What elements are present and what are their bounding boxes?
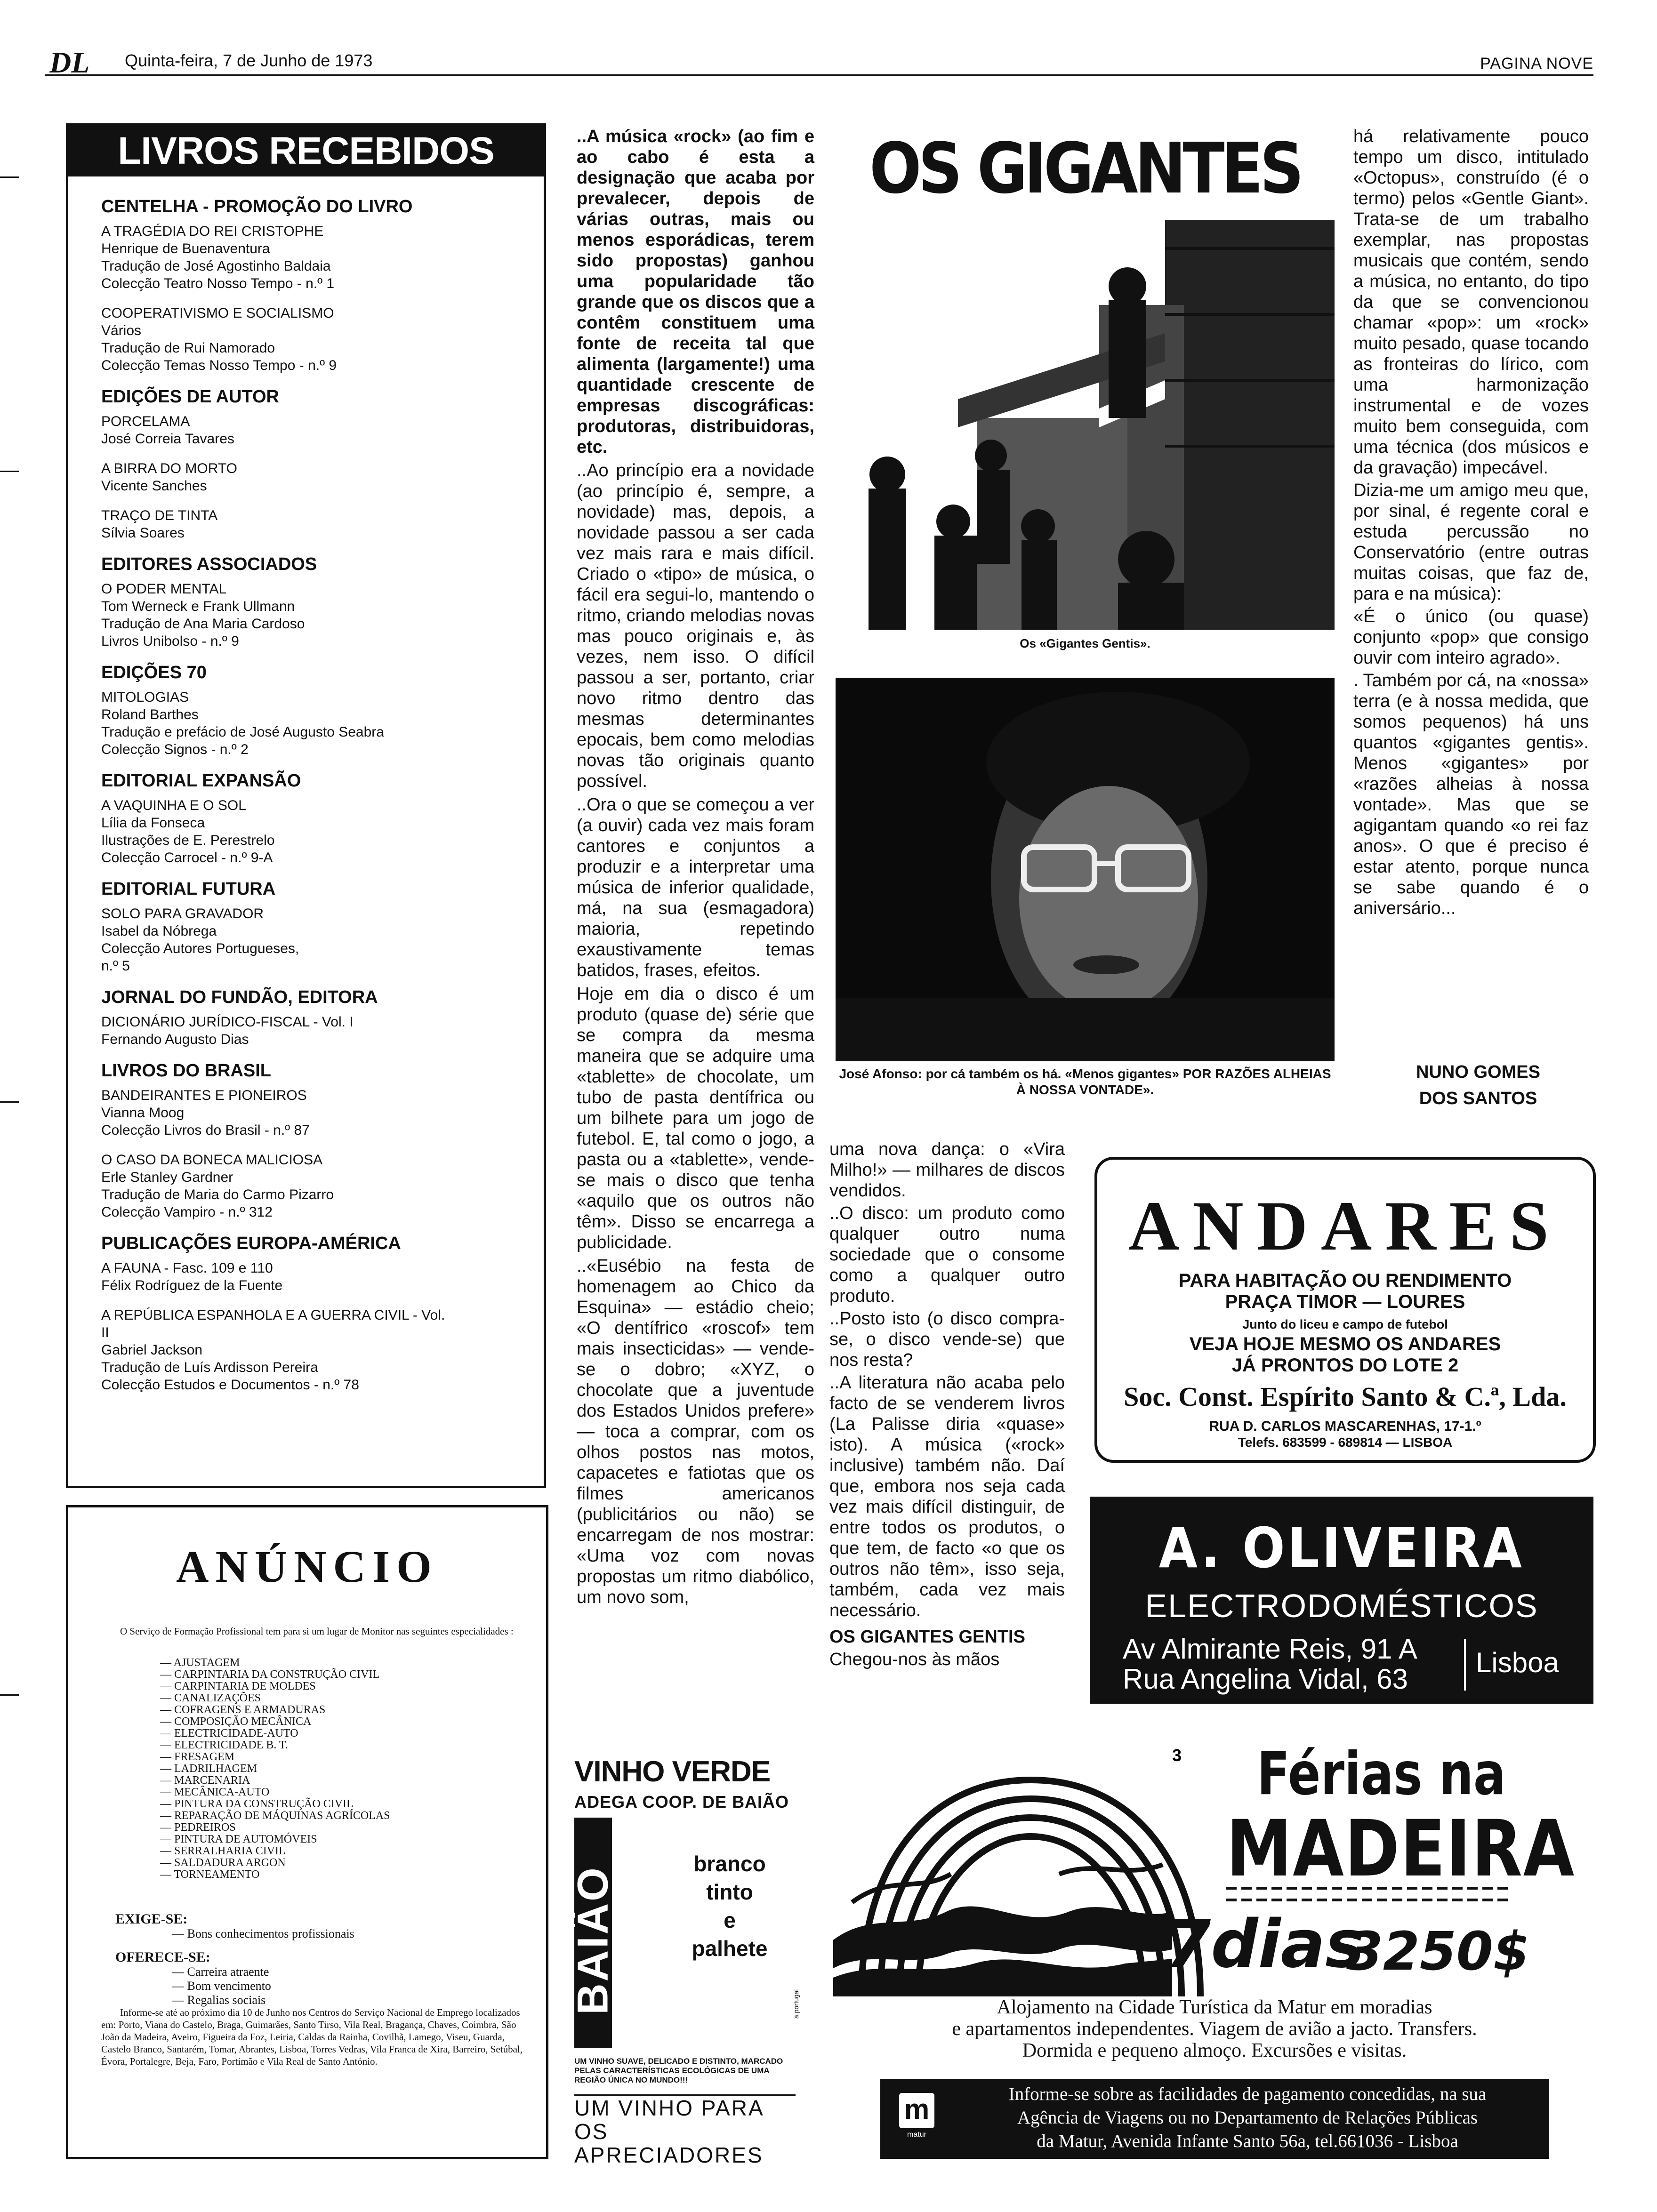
matur-logo: m xyxy=(899,2093,934,2128)
article-paragraph: ..O disco: um produto como qualquer outro numa sociedade que o consome como a qualquer outro produto. xyxy=(829,1203,1065,1306)
book-line: Ilustrações de E. Perestrelo xyxy=(101,833,275,848)
book-entry xyxy=(101,1013,534,1048)
book-entry xyxy=(101,797,534,866)
article-paragraph: ..Ao princípio era a novidade (ao princípio é, sempre, a novidade) mas, depois, a novidade passou a ser cada vez mais rara e mais difícil. Criado o «tipo» de música, o fácil era segui-lo, mantendo o ritmo, criando melodias novas mas pouco originais e, às vezes, nem isso. O difícil passou a ser, portanto, criar novo ritmo dentro das mesmas determinantes epocais, bem como melodias novas tão originais quanto possível. xyxy=(577,461,814,791)
photo-caption-afonso: José Afonso: por cá também os há. «Menos gigantes» POR RAZÕES ALHEIAS À NOSSA VONTADE». xyxy=(839,1066,1331,1097)
book-line: Colecção Temas Nosso Tempo - n.º 9 xyxy=(101,358,337,373)
book-line: Colecção Estudos e Documentos - n.º 78 xyxy=(101,1377,359,1393)
article-paragraph: há relativamente pouco tempo um disco, intitulado «Octopus», construído (é o termo) pelos «Gentle Giant». Trata-se de um trabalho exemplar, nas propostas musicais que contém, sendo a música, no entanto, do tipo da que se convencionou chamar «pop»: um «rock» muito pesado, quase tocando as fronteiras do lírico, com uma harmonização instrumental e de vozes muito bem conseguida, com uma técnica (dos músicos e da gravação) impecável. xyxy=(1353,127,1589,478)
book-line: Félix Rodríguez de la Fuente xyxy=(101,1278,283,1293)
oliveira-type: ELECTRODOMÉSTICOS xyxy=(1145,1587,1538,1624)
article-paragraph: uma nova dança: o «Vira Milho!» — milhares de discos vendidos. xyxy=(829,1139,1065,1201)
book-entry xyxy=(101,1087,534,1139)
book-line: O PODER MENTAL xyxy=(101,581,227,597)
issue-date: Quinta-feira, 7 de Junho de 1973 xyxy=(125,51,373,70)
publisher-heading: JORNAL DO FUNDÃO, EDITORA xyxy=(101,987,378,1007)
vinho-types xyxy=(683,1850,777,1963)
andares-ad xyxy=(1094,1157,1596,1463)
article-title: OS GIGANTES xyxy=(869,128,1301,209)
publisher-heading: EDIÇÕES DE AUTOR xyxy=(101,387,279,407)
trade-item: — COFRAGENS E ARMADURAS xyxy=(160,1704,326,1716)
ferias-info-3: da Matur, Avenida Infante Santo 56a, tel.661036 - Lisboa xyxy=(1037,2131,1458,2151)
book-entry xyxy=(101,1151,534,1221)
article-paragraph: Chegou-nos às mãos xyxy=(829,1650,1000,1669)
book-line: A REPÚBLICA ESPANHOLA E A GUERRA CIVIL - Vol. xyxy=(101,1307,445,1323)
jose-afonso-photo xyxy=(836,678,1335,1061)
trade-item: — AJUSTAGEM xyxy=(160,1657,240,1669)
andares-line-3: Junto do liceu e campo de futebol xyxy=(1242,1317,1448,1331)
oferece-item: — Bom vencimento xyxy=(172,1979,271,1993)
article-paragraph: ..A música «rock» (ao fim e ao cabo é esta a designação que acaba por prevalecer, depois de várias outras, mais ou menos esporádicas, terem sido propostas) ganhou uma popularidade tão grande que os discos que a contêm constituem uma fonte de receita tal que alimenta (largamente!) uma quantidade crescente de empresas discográficas: produtoras, distribuidoras, etc. xyxy=(577,127,814,457)
book-line: A TRAGÉDIA DO REI CRISTOPHE xyxy=(101,224,324,239)
trade-item: — SERRALHARIA CIVIL xyxy=(160,1845,286,1857)
book-line: Colecção Livros do Brasil - n.º 87 xyxy=(101,1122,310,1138)
trade-item: — ELECTRICIDADE-AUTO xyxy=(160,1727,298,1739)
exige-list xyxy=(115,1927,354,1941)
book-line: Colecção Carrocel - n.º 9-A xyxy=(101,850,273,866)
ferias-title-1: Férias na xyxy=(1257,1740,1506,1808)
page-number: PAGINA NOVE xyxy=(1480,55,1593,72)
anuncio-requirements xyxy=(115,1912,354,2007)
vinho-description: UM VINHO SUAVE, DELICADO E DISTINTO, MARCADO PELAS CARACTERÍSTICAS ECOLÓGICAS DE UMA REGIÃO ÚNICA NO MUNDO!!! xyxy=(574,2057,783,2084)
publisher-heading: PUBLICAÇÕES EUROPA-AMÉRICA xyxy=(101,1234,401,1253)
article-paragraph: ..A literatura não acaba pelo facto de se venderem livros (La Palisse diria «quase» isto). A música («rock» inclusive) também não. Daí que, embora nos seja cada vez mais difícil distinguir, de entre todos os produtos, o que tem, de facto «o que os outros não têm», isso seja, também, cada vez mais necessário. xyxy=(829,1373,1065,1620)
book-line: A BIRRA DO MORTO xyxy=(101,461,237,476)
anuncio-note: Informe-se até ao próximo dia 10 de Junho nos Centros do Serviço Nacional de Emprego localizados em: Porto, Viana do Castelo, Braga, Guimarães, Santo Tirso, Vila Real, Bragança, Chaves, Coimbra, São João da Madeira, Aveiro, Figueira da Foz, Leiria, Caldas da Rainha, Covilhã, Lamego, Viseu, Guarda, Castelo Branco, Santarém, Tomar, Abrantes, Lisboa, Torres Vedras, Vila Franca de Xira, Barreiro, Setúbal, Évora, Portalegre, Beja, Faro, Portimão e Vila Real de Santo António. xyxy=(101,2007,523,2067)
vinho-title: VINHO VERDE xyxy=(574,1755,771,1788)
ferias-info-2: Agência de Viagens ou no Departamento de Relações Públicas xyxy=(1017,2108,1478,2128)
oliveira-ad xyxy=(1090,1497,1593,1704)
book-line: COOPERATIVISMO E SOCIALISMO xyxy=(101,305,334,321)
exige-label: EXIGE-SE: xyxy=(115,1911,188,1927)
vinho-adega: ADEGA COOP. DE BAIÃO xyxy=(574,1792,789,1811)
book-line: II xyxy=(101,1325,109,1340)
trade-item: — PEDREIROS xyxy=(160,1821,236,1834)
livros-list xyxy=(101,196,534,1406)
andares-title: ANDARES xyxy=(1128,1187,1562,1265)
oferece-item: — Carreira atraente xyxy=(172,1965,269,1979)
book-line: Vianna Moog xyxy=(101,1105,185,1121)
ferias-info-box xyxy=(880,2079,1549,2159)
book-line: Vicente Sanches xyxy=(101,478,207,494)
oliveira-divider xyxy=(1464,1639,1466,1691)
trade-item: — LADRILHAGEM xyxy=(160,1763,257,1775)
andares-line-2: PRAÇA TIMOR — LOURES xyxy=(1225,1291,1465,1312)
book-line: n.º 5 xyxy=(101,958,130,974)
book-line: Fernando Augusto Dias xyxy=(101,1032,249,1047)
oliveira-address xyxy=(1123,1634,1417,1694)
article-byline xyxy=(1393,1059,1563,1112)
ferias-madeira-ad xyxy=(833,1733,1596,2159)
ferias-description-3: Dormida e pequeno almoço. Excursões e visitas. xyxy=(1022,2040,1407,2061)
byline-line-1: NUNO GOMES xyxy=(1416,1062,1540,1082)
andares-address: RUA D. CARLOS MASCARENHAS, 17-1.º xyxy=(1209,1419,1481,1434)
trade-item: — PINTURA DA CONSTRUÇÃO CIVIL xyxy=(160,1798,354,1810)
anuncio-box xyxy=(66,1505,548,2159)
trade-item: — MECÂNICA-AUTO xyxy=(160,1786,270,1798)
vinho-credit: a.portugal xyxy=(792,1989,800,2019)
trade-item: — CANALIZAÇÕES xyxy=(160,1692,261,1704)
vinho-brand: BAIÃO xyxy=(569,1866,617,2015)
vinho-type: palhete xyxy=(692,1936,768,1961)
book-line: Roland Barthes xyxy=(101,707,199,722)
book-line: Isabel da Nóbrega xyxy=(101,923,217,939)
ferias-title-2: MADEIRA xyxy=(1226,1803,1575,1894)
article-paragraph: . Também por cá, na «nossa» terra (e à nossa medida, que somos pequenos) há uns quantos «gigantes gentis». Menos «gigantes» por «razões alheias à nossa vontade». Mas que se agigantam quando «o rei faz anos». O que é preciso é estar atento, porque nunca se sabe quando é o aniversário... xyxy=(1353,671,1589,918)
andares-company: Soc. Const. Espírito Santo & C.ª, Lda. xyxy=(1124,1381,1567,1412)
book-line: A VAQUINHA E O SOL xyxy=(101,798,246,813)
article-paragraph: Hoje em dia o disco é um produto (quase de) série que se compra da mesma maneira que se adquire uma «tablette» de chocolate, um tubo de pasta dentífrica ou um bilhete para um jogo de futebol. E, tal como o jogo, a pasta ou a «tablette», vende-se mais o disco que tenha «aquilo que os outros não têm». Disso se encarrega a publicidade. xyxy=(577,984,814,1252)
book-line: Livros Unibolso - n.º 9 xyxy=(101,633,239,649)
book-line: Tradução de Luís Ardisson Pereira xyxy=(101,1360,318,1375)
oliveira-name: A. OLIVEIRA xyxy=(1158,1515,1525,1580)
trade-item: — CARPINTARIA DE MOLDES xyxy=(160,1680,316,1692)
article-paragraph: ..Ora o que se começou a ver (a ouvir) cada vez mais foram cantores e conjuntos a produzir e a interpretar uma música de inferior qualidade, má, na sua (esmagadora) maioria, repetindo exaustivamente temas batidos, frases, efeitos. xyxy=(577,795,814,980)
article-paragraph: ..«Eusébio na festa de homenagem ao Chico da Esquina» — estádio cheio; «O dentífrico «roscof» tem mais insecticidas» — vende-se o dobro; «XYZ, o chocolate que a juventude dos Estados Unidos prefere» — toca a comprar, com os olhos postos nas motos, capacetes e fatiotas que os filmes americanos (publicitários ou não) se encarregam de nos mostrar: «Uma voz com novas propostas um ritmo diabólico, um novo som, xyxy=(577,1256,814,1607)
book-entry xyxy=(101,1259,534,1294)
trade-item: — REPARAÇÃO DE MÁQUINAS AGRÍCOLAS xyxy=(160,1810,390,1822)
anuncio-title: ANÚNCIO xyxy=(176,1541,438,1592)
oliveira-address-1: Av Almirante Reis, 91 A xyxy=(1123,1633,1417,1665)
ferias-marker: 3 xyxy=(1172,1746,1182,1765)
margin-mark xyxy=(0,176,19,178)
book-entry xyxy=(101,223,534,292)
book-line: Gabriel Jackson xyxy=(101,1342,203,1358)
book-line: Tradução de Rui Namorado xyxy=(101,340,275,356)
oferece-item: — Regalias sociais xyxy=(172,1993,266,2007)
book-line: Tradução de Maria do Carmo Pizarro xyxy=(101,1187,334,1202)
publisher-heading: EDIÇÕES 70 xyxy=(101,663,207,682)
book-line: O CASO DA BONECA MALICIOSA xyxy=(101,1152,323,1168)
ferias-price: 3250$ xyxy=(1346,1921,1530,1982)
book-line: Sílvia Soares xyxy=(101,525,185,541)
page-header xyxy=(45,46,1593,79)
andares-line-5: JÁ PRONTOS DO LOTE 2 xyxy=(1231,1355,1459,1376)
book-line: Tradução e prefácio de José Augusto Seabra xyxy=(101,724,384,740)
margin-mark xyxy=(0,1694,19,1696)
article-column-2 xyxy=(829,1139,1065,1672)
byline-line-2: DOS SANTOS xyxy=(1419,1089,1537,1108)
article-column-3 xyxy=(1353,126,1589,921)
trade-item: — FRESAGEM xyxy=(160,1751,235,1763)
book-entry xyxy=(101,507,534,542)
book-entry xyxy=(101,460,534,495)
book-line: BANDEIRANTES E PIONEIROS xyxy=(101,1088,307,1103)
publisher-heading: LIVROS DO BRASIL xyxy=(101,1061,272,1081)
ferias-description xyxy=(833,1996,1596,2061)
oliveira-city: Lisboa xyxy=(1476,1647,1559,1678)
livros-recebidos-box xyxy=(66,123,546,1488)
andares-phones: Telefs. 683599 - 689814 — LISBOA xyxy=(1238,1435,1453,1450)
book-line: Tradução de José Agostinho Baldaia xyxy=(101,258,331,274)
matur-logo-caption: matur xyxy=(907,2131,926,2139)
publisher-heading: EDITORIAL FUTURA xyxy=(101,879,276,899)
book-line: Erle Stanley Gardner xyxy=(101,1170,233,1185)
oferece-label: OFERECE-SE: xyxy=(115,1949,210,1965)
book-line: Colecção Teatro Nosso Tempo - n.º 1 xyxy=(101,276,335,291)
book-line: Lília da Fonseca xyxy=(101,815,205,831)
ferias-days: 7dias xyxy=(1165,1906,1365,1983)
trade-item: — MARCENARIA xyxy=(160,1774,250,1787)
article-paragraph: ..Posto isto (o disco compra-se, o disco vende-se) que nos resta? xyxy=(829,1309,1065,1370)
book-entry xyxy=(101,580,534,650)
trade-item: — COMPOSIÇÃO MECÂNICA xyxy=(160,1715,312,1728)
photo-caption-band: Os «Gigantes Gentis». xyxy=(1020,636,1150,650)
trade-item: — SALDADURA ARGON xyxy=(160,1857,286,1869)
vinho-verde-ad xyxy=(569,1755,800,2167)
vinho-type: branco xyxy=(693,1851,766,1876)
publisher-heading: EDITORIAL EXPANSÃO xyxy=(101,771,301,791)
book-line: DICIONÁRIO JURÍDICO-FISCAL - Vol. I xyxy=(101,1014,354,1030)
book-line: SOLO PARA GRAVADOR xyxy=(101,906,264,922)
book-line: Colecção Signos - n.º 2 xyxy=(101,742,249,757)
book-line: A FAUNA - Fasc. 109 e 110 xyxy=(101,1260,273,1276)
trade-item: — PINTURA DE AUTOMÓVEIS xyxy=(160,1833,317,1845)
band-photo xyxy=(836,220,1335,630)
book-line: Vários xyxy=(101,323,142,338)
anuncio-intro: O Serviço de Formação Profissional tem para si um lugar de Monitor nas seguintes especialidades : xyxy=(120,1626,514,1637)
andares-line-1: PARA HABITAÇÃO OU RENDIMENTO xyxy=(1178,1270,1512,1291)
book-entry xyxy=(101,905,534,975)
book-entry xyxy=(101,305,534,374)
anuncio-trades xyxy=(160,1657,390,1881)
publisher-heading: CENTELHA - PROMOÇÃO DO LIVRO xyxy=(101,197,413,216)
article-paragraph: «É o único (ou quase) conjunto «pop» que consigo ouvir com inteiro agrado». xyxy=(1353,607,1589,668)
ferias-info-text xyxy=(960,2083,1535,2153)
book-entry xyxy=(101,413,534,448)
oferece-list xyxy=(115,1965,354,2007)
book-line: TRAÇO DE TINTA xyxy=(101,508,218,523)
publisher-heading: EDITORES ASSOCIADOS xyxy=(101,554,317,574)
vinho-type: tinto xyxy=(706,1880,753,1904)
book-line: Colecção Vampiro - n.º 312 xyxy=(101,1204,273,1220)
vinho-slogan: UM VINHO PARA OS APRECIADORES xyxy=(574,2094,796,2167)
book-line: Colecção Autores Portugueses, xyxy=(101,941,299,956)
article-subheading: OS GIGANTES GENTIS xyxy=(829,1627,1025,1647)
oliveira-address-2: Rua Angelina Vidal, 63 xyxy=(1123,1663,1408,1695)
ferias-description-1: Alojamento na Cidade Turística da Matur em moradias xyxy=(997,1996,1432,2018)
margin-mark xyxy=(0,1101,19,1103)
newspaper-logo: DL xyxy=(49,46,90,79)
book-line: José Correia Tavares xyxy=(101,431,234,447)
ferias-info-1: Informe-se sobre as facilidades de pagamento concedidas, na sua xyxy=(1008,2084,1487,2104)
article-column-1 xyxy=(577,126,814,1611)
trade-item: — TORNEAMENTO xyxy=(160,1868,260,1881)
book-line: Henrique de Buenaventura xyxy=(101,241,270,256)
trade-item: — CARPINTARIA DA CONSTRUÇÃO CIVIL xyxy=(160,1668,380,1681)
livros-title: LIVROS RECEBIDOS xyxy=(68,126,544,176)
book-line: MITOLOGIAS xyxy=(101,689,189,705)
ferias-description-2: e apartamentos independentes. Viagem de avião a jacto. Transfers. xyxy=(952,2018,1477,2040)
margin-mark xyxy=(0,471,19,472)
exige-item: — Bons conhecimentos profissionais xyxy=(172,1927,354,1940)
article-paragraph: Dizia-me um amigo meu que, por sinal, é regente coral e estuda percussão no Conservatório (entre outras muitas coisas, que faz de, para e na música): xyxy=(1353,481,1589,604)
trade-item: — ELECTRICIDADE B. T. xyxy=(160,1739,288,1751)
book-line: Tom Werneck e Frank Ullmann xyxy=(101,599,295,614)
andares-line-4: VEJA HOJE MESMO OS ANDARES xyxy=(1189,1334,1501,1354)
book-line: Tradução de Ana Maria Cardoso xyxy=(101,616,305,632)
book-line: PORCELAMA xyxy=(101,414,190,429)
book-entry xyxy=(101,1306,534,1394)
vinho-type: e xyxy=(724,1908,736,1932)
book-entry xyxy=(101,689,534,758)
